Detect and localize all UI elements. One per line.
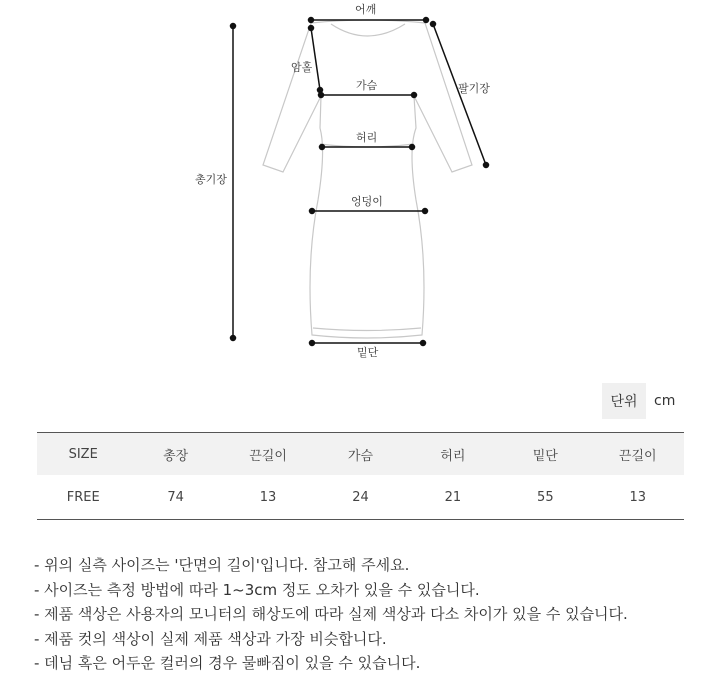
label-hip: 엉덩이 — [351, 195, 383, 208]
chest-measure-start — [319, 93, 324, 98]
total-length-measure-start — [231, 24, 236, 29]
total-length-measure-end — [231, 336, 236, 341]
label-shoulder: 어깨 — [355, 3, 377, 16]
label-chest: 가슴 — [356, 79, 378, 92]
cell-total-length: 74 — [129, 475, 221, 520]
header-chest: 가슴 — [314, 433, 406, 476]
note-item: - 데님 혹은 어두운 컬러의 경우 물빠짐이 있을 수 있습니다. — [34, 654, 421, 672]
header-waist: 허리 — [407, 433, 499, 476]
label-waist: 허리 — [356, 131, 378, 144]
hem-measure-end — [421, 341, 426, 346]
note-item: - 위의 실측 사이즈는 '단면의 길이'입니다. 참고해 주세요. — [34, 556, 410, 574]
neckline — [331, 24, 405, 36]
header-total-length: 총장 — [129, 433, 221, 476]
cell-strap-length: 13 — [222, 475, 314, 520]
size-table — [37, 432, 684, 520]
table-header-row — [37, 433, 684, 476]
label-hem: 밑단 — [357, 346, 379, 359]
label-total-length: 총기장 — [195, 173, 227, 186]
label-sleeve: 팔기장 — [458, 82, 490, 95]
armhole-measure-start — [309, 26, 314, 31]
label-armhole: 암홀 — [291, 61, 313, 74]
header-strap-length: 끈길이 — [222, 433, 314, 476]
header-hem: 밑단 — [499, 433, 591, 476]
cell-size: FREE — [37, 475, 129, 520]
unit-label: 단위 — [602, 383, 646, 419]
hip-measure-start — [310, 209, 315, 214]
cell-chest: 24 — [314, 475, 406, 520]
hem-measure-start — [310, 341, 315, 346]
hip-measure-end — [423, 209, 428, 214]
hem-line — [313, 328, 421, 331]
table-row — [37, 475, 684, 520]
sleeve-measure-end — [484, 163, 489, 168]
unit-value: cm — [654, 393, 676, 409]
sleeve-measure-start — [431, 22, 436, 27]
header-strap-length-2: 끈길이 — [592, 433, 684, 476]
shoulder-measure-end — [424, 18, 429, 23]
waist-measure-start — [320, 145, 325, 150]
note-item: - 제품 컷의 색상이 실제 제품 색상과 가장 비슷합니다. — [34, 629, 387, 648]
waist-measure-end — [410, 145, 415, 150]
note-item: - 사이즈는 측정 방법에 따라 1~3cm 정도 오차가 있을 수 있습니다. — [34, 580, 480, 599]
armhole-measure-line — [311, 28, 320, 90]
cell-waist: 21 — [407, 475, 499, 520]
cell-strap-length-2: 13 — [592, 475, 684, 520]
armhole-measure-end — [318, 88, 323, 93]
header-size: SIZE — [37, 433, 129, 476]
note-item: - 제품 색상은 사용자의 모니터의 해상도에 따라 실제 색상과 다소 차이가 있을 수 있습니다. — [34, 605, 628, 623]
shoulder-measure-start — [309, 18, 314, 23]
size-notes — [34, 553, 628, 676]
cell-hem: 55 — [499, 475, 591, 520]
chest-measure-end — [412, 93, 417, 98]
